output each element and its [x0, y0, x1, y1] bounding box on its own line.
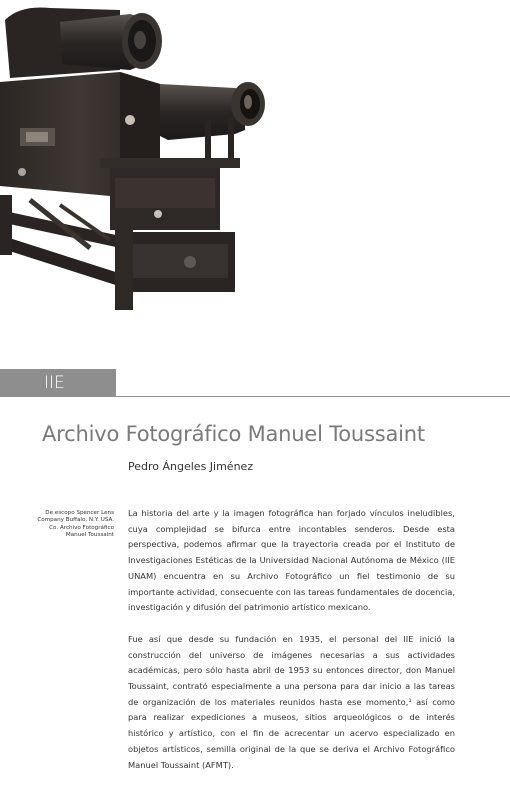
photo-caption: De escopo Spencer Lens Company Buffalo, N.Y. USA. Co. Archivo Fotográfico Manuel Toussaint: [37, 510, 114, 538]
article-author: Pedro Ángeles Jiménez: [128, 460, 254, 473]
projector-photo: [0, 0, 275, 315]
section-rule: [116, 396, 510, 397]
section-tab: IIE: [0, 369, 116, 397]
article-title: Archivo Fotográfico Manuel Toussaint: [42, 422, 425, 446]
article-body: [128, 506, 455, 789]
body-paragraph: La historia del arte y la imagen fotográfica han forjado vínculos ineludibles, cuya complejidad se bifurca entre incontables senderos. Desde esta perspectiva, podemos afirmar que la trayectoria creada por el Instituto de Investigaciones Estéticas de la Universidad Nacional Autónoma de México (IIE UNAM) encuentra en su Archivo Fotográfico un fiel testimonio de su importante actividad, consecuente con las tareas fundamentales de docencia, investigación y difusión del patrimonio artístico mexicano.: [128, 508, 455, 613]
body-paragraph: Fue así que desde su fundación en 1935, el personal del IIE inició la construcción del universo de imágenes necesarias a sus actividades académicas, pero sólo hasta abril de 1953 su entonces director, don Manuel Toussaint, contrató especialmente a una persona para dar inicio a las tareas de organización de los materiales reunidos hasta ese momento,¹ así como para realizar expediciones a museos, sitios arqueológicos o de interés histórico y artístico, con el fin de acrecentar un acervo especializado en objetos artísticos, semilla original de la que se deriva el Archivo Fotográfico Manuel Toussaint (AFMT).: [128, 633, 455, 770]
